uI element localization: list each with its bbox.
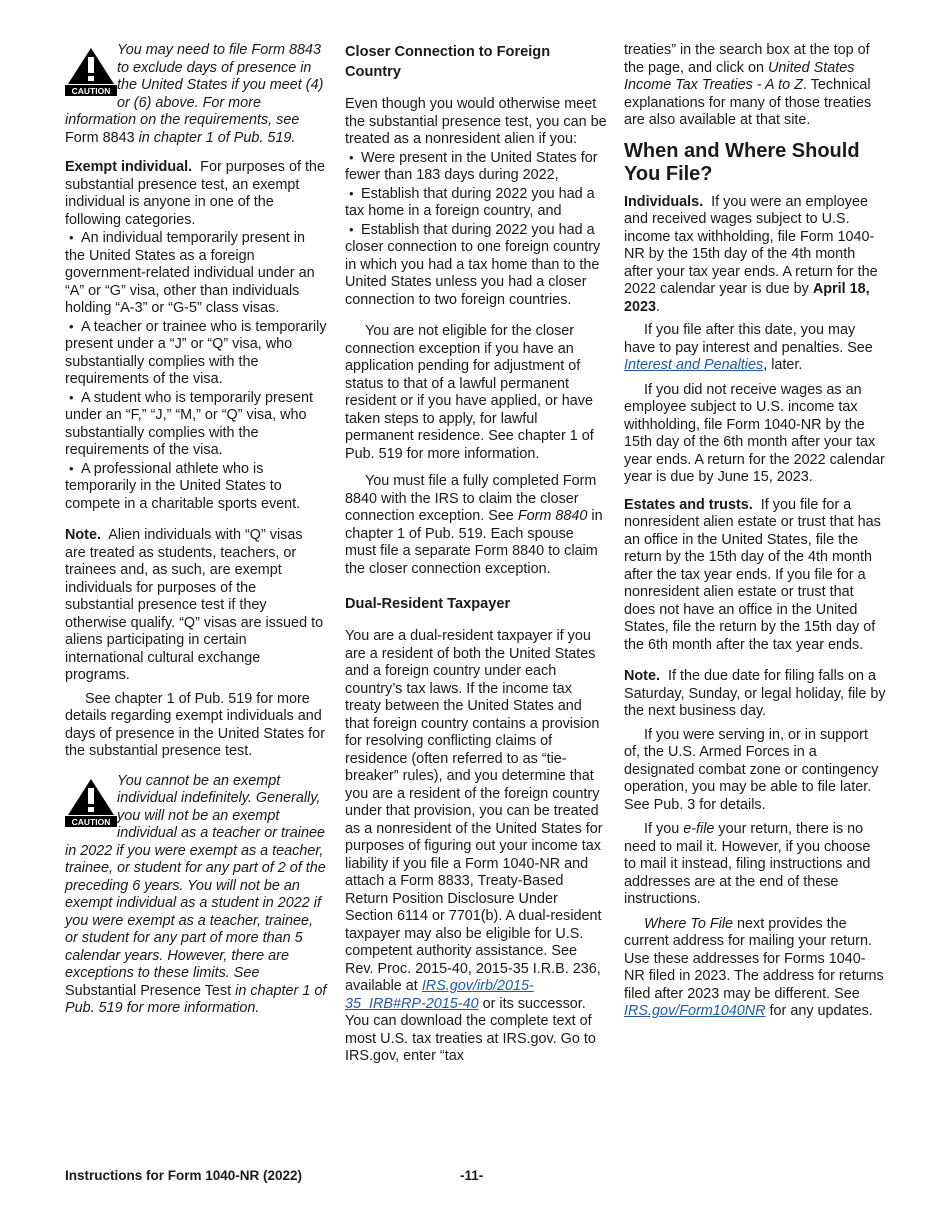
caution-icon xyxy=(65,777,117,827)
individuals-paragraph: Individuals. If you were an employee and received wages subject to U.S. income tax withholding, file Form 1040-NR by the 15th day of the 4th month after your tax year ends. A return for the 2022 calendar year is due by April 18, 2023. xyxy=(624,193,878,315)
page-number: -11- xyxy=(460,1168,484,1183)
interest-penalties-link[interactable]: Interest and Penalties xyxy=(624,357,764,373)
when-where-heading: When and Where Should You File? xyxy=(624,139,860,185)
treaties-paragraph: treaties” in the search box at the top of the page, and click on United States Income Tax Treaties - A to Z. Technical explanations for many of those treaties are also available at that site. xyxy=(624,42,872,128)
column-left xyxy=(65,42,327,1030)
armed-forces-paragraph: If you were serving in, or in support of, the U.S. Armed Forces in a designated combat zone or contingency operation, you may be able to file later. See Pub. 3 for details. xyxy=(624,726,879,813)
closer-bullet: • Establish that during 2022 you had a tax home in a foreign country, and xyxy=(345,185,607,221)
exempt-individual-lead: Exempt individual. xyxy=(65,159,193,175)
caution-icon xyxy=(65,46,117,96)
see-chapter-paragraph: See chapter 1 of Pub. 519 for more details regarding exempt individuals and days of presence in the United States for the substantial presence test. xyxy=(65,690,325,759)
efile-paragraph: If you e-file your return, there is no need to mail it. However, if you choose to mail it instead, filing instructions and addresses are at the end of these instructions. xyxy=(624,821,871,907)
caution-box-8843 xyxy=(65,42,327,147)
column-middle xyxy=(345,42,607,1066)
closer-bullet: • Establish that during 2022 you had a closer connection to one foreign country in which you had a tax home than to the United States unless you had a closer connection to two foreign countries. xyxy=(345,221,607,310)
late-filing-paragraph: If you file after this date, you may have to pay interest and penalties. See Interest and Penalties, later. xyxy=(624,322,873,373)
where-to-file-paragraph: Where To File next provides the current address for mailing your return. Use these addresses for Forms 1040-NR filed in 2023. The address for returns filed after 2023 may be different. See IRS.gov/Form1040NR for any updates. xyxy=(624,915,884,1019)
due-date: April 18, 2023 xyxy=(624,281,870,315)
column-right xyxy=(624,42,886,1028)
caution-box-exempt xyxy=(65,773,327,1018)
exempt-bullet: • A professional athlete who is temporarily in the United States to compete in a charitable sports event. xyxy=(65,460,327,514)
dual-resident-heading: Dual-Resident Taxpayer xyxy=(345,596,511,612)
closer-connection-heading: Closer Connection to Foreign Country xyxy=(345,44,551,80)
estates-paragraph: Estates and trusts. If you file for a nonresident alien estate or trust that has an office in the United States, file the return by the 15th day of the 4th month after the tax year ends. If you file for a nonresident alien estate or trust that does not have an office in the United States, file the return by the 15th day of the 6th month after the tax year ends. xyxy=(624,496,881,653)
closer-intro: Even though you would otherwise meet the substantial presence test, you can be treated as a nonresident alien if you: xyxy=(345,96,607,147)
caution-text: You may need to file Form 8843 to exclude days of presence in the United States if you meet (4) or (6) above. For more information on the requirements, see Form 8843 in chapter 1 of Pub. 519. xyxy=(65,42,324,146)
caution-label: CAUTION xyxy=(71,86,111,96)
form1040nr-link[interactable]: IRS.gov/Form1040NR xyxy=(624,1003,766,1019)
exempt-bullet: • A teacher or trainee who is temporarily present under a “J” or “Q” visa, who substantially complies with the requirements of the visa. xyxy=(65,318,327,389)
footer-form-title: Instructions for Form 1040-NR (2022) xyxy=(65,1168,303,1183)
caution-text: You cannot be an exempt individual indefinitely. Generally, you will not be an exempt individual as a teacher or trainee in 2022 if you were exempt as a teacher, trainee, or student for any part of 2 of the preceding 6 years. You will not be an exempt individual as a student in 2022 if you were exempt as a teacher, trainee, or student for any part of more than 5 calendar years. However, there are exceptions to these limits. See Substantial Presence Test in chapter 1 of Pub. 519 for more information. xyxy=(65,772,327,1016)
must-file-paragraph: You must file a fully completed Form 8840 with the IRS to claim the closer connection exception. See Form 8840 in chapter 1 of Pub. 519. Each spouse must file a separate Form 8840 to claim the closer connection exception. xyxy=(345,473,603,577)
exempt-bullet: • An individual temporarily present in the United States as a foreign government-related individual under an “A” or “G” visa, other than individuals holding “A-3” or “G-5” class visas. xyxy=(65,229,327,318)
dual-resident-paragraph: You are a dual-resident taxpayer if you are a resident of both the United States and a foreign country under each country’s tax laws. If the income tax treaty between the United States and that foreign country contains a provision for resolving conflicting claims of residence (often referred to as “tie-breaker” rules), and you determine that you are a resident of the foreign country under that provision, you can be treated as a nonresident of the United States for purposes of figuring out your income tax liability if you file a Form 1040-NR and attach a Form 8833, Treaty-Based Return Position Disclosure Under Section 6114 or 7701(b). A dual-resident taxpayer may also be eligible for U.S. competent authority assistance. See Rev. Proc. 2015-40, 2015-35 I.R.B. 236, available at IRS.gov/irb/2015-35_IRB#RP-2015-40 or its successor. You can download the complete text of most U.S. tax treaties at IRS.gov. Go to IRS.gov, enter “tax xyxy=(345,628,603,1064)
exempt-individual-paragraph: Exempt individual. For purposes of the substantial presence test, an exempt individual is anyone in one of the following categories. xyxy=(65,159,325,228)
irb-link[interactable]: IRS.gov/irb/2015-35_IRB#RP-2015-40 xyxy=(345,978,534,1012)
not-eligible-paragraph: You are not eligible for the closer connection exception if you have an application pending for adjustment of status to that of a lawful permanent resident or if you have applied, or have taken steps to apply, for lawful permanent residence. See chapter 1 of Pub. 519 for more information. xyxy=(345,323,594,462)
exempt-bullet: • A student who is temporarily present under an “F,” “J,” “M,” or “Q” visa, who substantially complies with the requirements of the visa. xyxy=(65,389,327,460)
note-paragraph: Note. If the due date for filing falls on a Saturday, Sunday, or legal holiday, file by the next business day. xyxy=(624,668,886,719)
no-wages-paragraph: If you did not receive wages as an employee subject to U.S. income tax withholding, file Form 1040-NR by the 15th day of the 6th month after your tax year ends. A return for the 2022 calendar year is due by June 15, 2023. xyxy=(624,381,885,485)
note-paragraph: Note. Alien individuals with “Q” visas are treated as students, teachers, or trainees and, as such, are exempt individuals for purposes of the substantial presence test if they otherwise qualify. “Q” visas are issued to aliens participating in certain international cultural exchange programs. xyxy=(65,527,324,683)
caution-label: CAUTION xyxy=(71,816,111,827)
closer-bullet: • Were present in the United States for fewer than 183 days during 2022, xyxy=(345,149,607,185)
